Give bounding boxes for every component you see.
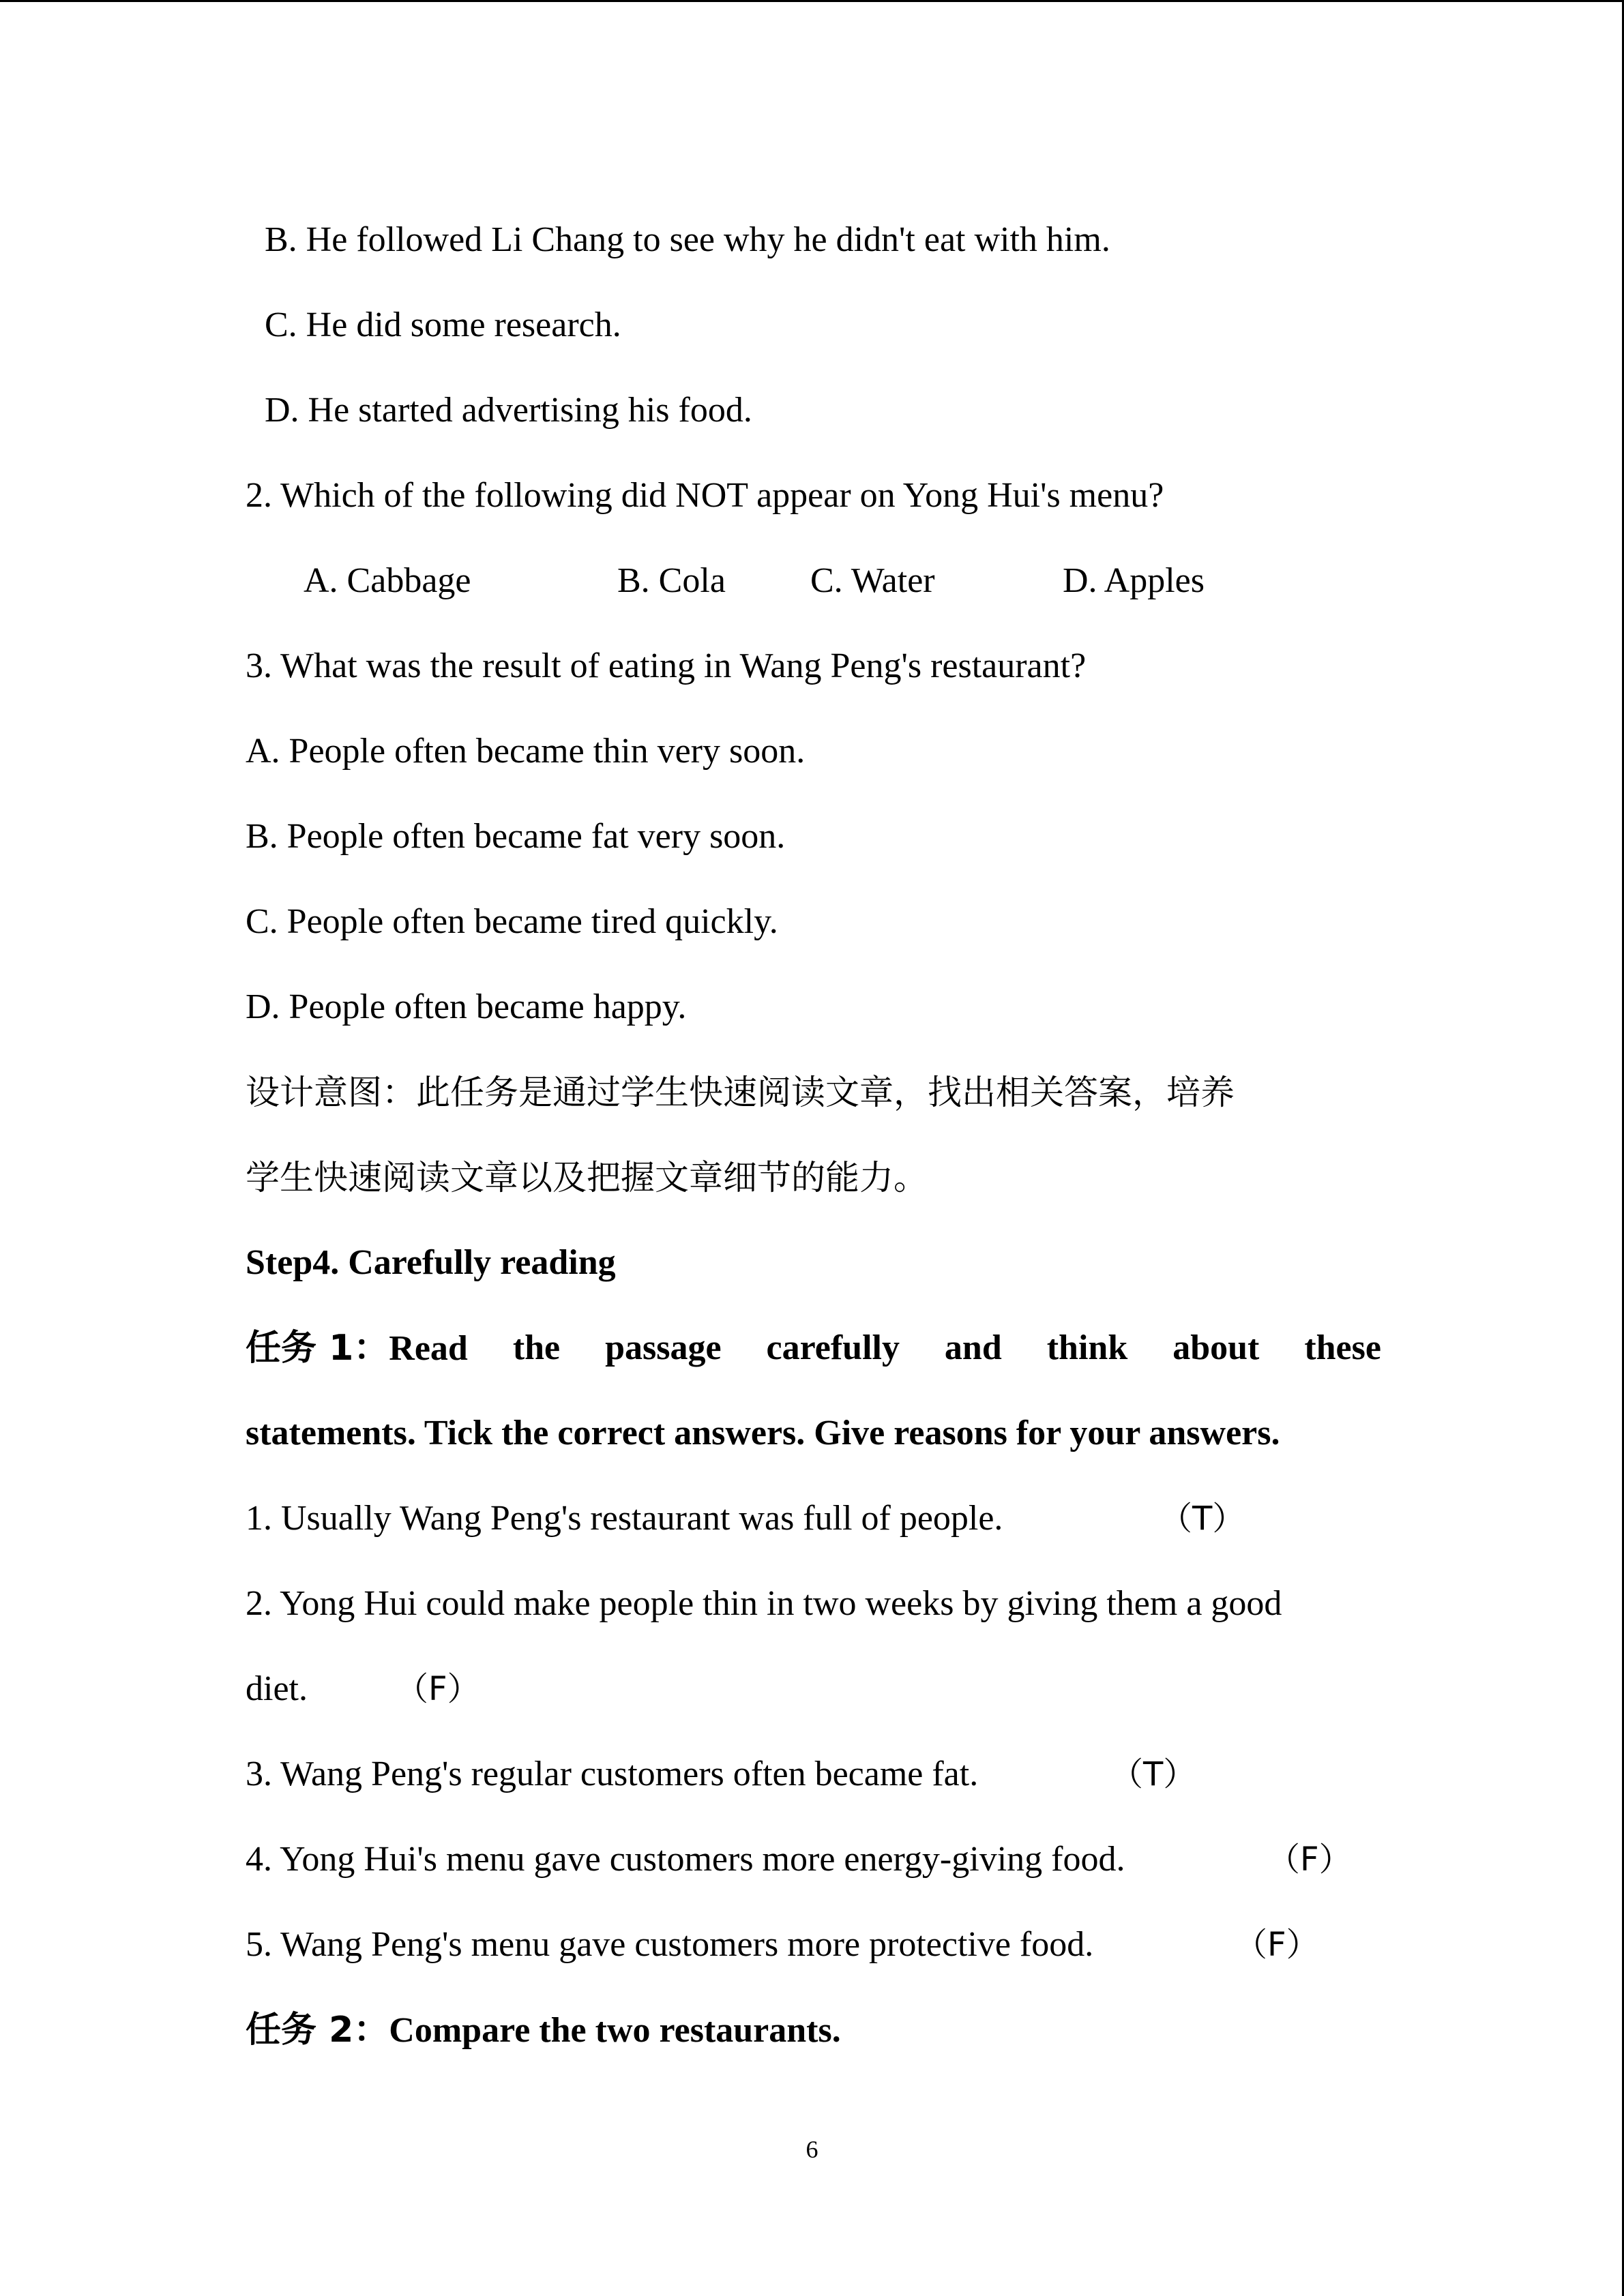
step4-heading: Step4. Carefully reading [246, 1243, 616, 1282]
statement-2-answer: （F） [396, 1670, 480, 1708]
task1-line1 [246, 1327, 1381, 1370]
q2-options [0, 560, 1624, 602]
q2-option-c: C. Water [810, 561, 935, 600]
design-intent-line1: 设计意图：此任务是通过学生快速阅读文章，找出相关答案，培养 [246, 1073, 1235, 1112]
q3-option-a: A. People often became thin very soon. [246, 732, 806, 771]
statement-4-answer: （F） [1267, 1840, 1352, 1879]
q3-option-d: D. People often became happy. [246, 987, 687, 1026]
task1-word: passage [605, 1328, 722, 1367]
q1-option-c: C. He did some research. [265, 305, 621, 344]
statement-1-answer: （T） [1160, 1500, 1245, 1538]
task1-word: these [1304, 1328, 1381, 1367]
q1-option-b: B. He followed Li Chang to see why he didn't eat with him. [265, 220, 1110, 259]
q3-question: 3. What was the result of eating in Wang Peng's restaurant? [246, 646, 1087, 685]
page-number: 6 [806, 2136, 818, 2163]
q2-question: 2. Which of the following did NOT appear on Yong Hui's menu? [246, 476, 1164, 515]
statement-3-answer: （T） [1110, 1755, 1196, 1793]
q3-option-c: C. People often became tired quickly. [246, 902, 778, 941]
task2-prefix: 任务 2： [246, 2010, 389, 2051]
q2-option-a: A. Cabbage [304, 561, 471, 600]
q2-option-d: D. Apples [1063, 561, 1205, 600]
statement-2: 2. Yong Hui could make people thin in two weeks by giving them a good [246, 1584, 1282, 1623]
task1-word: Read [389, 1329, 468, 1368]
q2-option-b: B. Cola [617, 561, 726, 600]
statement-3: 3. Wang Peng's regular customers often became fat. [246, 1755, 979, 1793]
statement-1: 1. Usually Wang Peng's restaurant was full of people. [246, 1499, 1003, 1538]
task1-line2: statements. Tick the correct answers. Give reasons for your answers. [246, 1414, 1280, 1452]
statement-5-answer: （F） [1235, 1926, 1319, 1964]
task2-text: Compare the two restaurants. [389, 2011, 841, 2050]
q3-option-b: B. People often became fat very soon. [246, 817, 786, 856]
task1-word: and [944, 1328, 1002, 1367]
task1-word: about [1172, 1328, 1260, 1367]
statement-4: 4. Yong Hui's menu gave customers more energy-giving food. [246, 1840, 1125, 1879]
statement-5: 5. Wang Peng's menu gave customers more protective food. [246, 1925, 1094, 1964]
q1-option-d: D. He started advertising his food. [265, 391, 752, 430]
statement-2-cont: diet. [246, 1669, 308, 1708]
task1-word: carefully [766, 1328, 900, 1367]
task1-prefix: 任务 1： [246, 1328, 389, 1369]
task1-word: the [512, 1328, 561, 1367]
task2-heading [246, 2009, 841, 2052]
task1-word: think [1046, 1328, 1128, 1367]
design-intent-line2: 学生快速阅读文章以及把握文章细节的能力。 [246, 1158, 928, 1197]
